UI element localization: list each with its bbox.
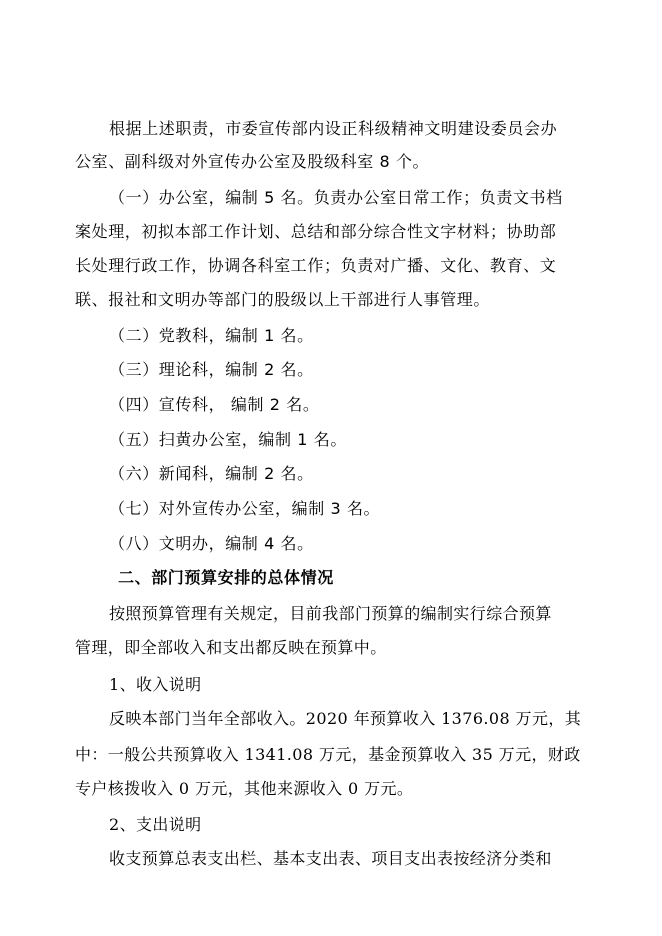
income-paragraph-line-1: 反映本部门当年全部收入。2020 年预算收入 1376.08 万元，其: [109, 709, 582, 728]
office-item-line-3: 长处理行政工作，协调各科室工作；负责对广播、文化、教育、文: [75, 256, 557, 275]
office-item-line-2: 案处理，初拟本部工作计划、总结和部分综合性文字材料；协助部: [75, 222, 557, 241]
paragraph-intro-line-1: 根据上述职责，市委宣传部内设正科级精神文明建设委员会办: [109, 119, 558, 138]
list-item-external-publicity-office: （七）对外宣传办公室，编制 3 名。: [109, 499, 381, 518]
office-item-line-1: （一）办公室，编制 5 名。负责办公室日常工作；负责文书档: [109, 188, 563, 207]
list-item-news: （六）新闻科，编制 2 名。: [109, 464, 314, 483]
paragraph-intro-line-2: 公室、副科级对外宣传办公室及股级科室 8 个。: [75, 152, 430, 171]
income-paragraph-line-2: 中：一般公共预算收入 1341.08 万元，基金预算收入 35 万元，财政: [75, 745, 581, 764]
list-item-theory: （三）理论科，编制 2 名。: [109, 360, 314, 379]
section-heading-budget-overview: 二、部门预算安排的总体情况: [118, 568, 334, 587]
budget-paragraph-line-2: 管理，即全部收入和支出都反映在预算中。: [75, 638, 387, 657]
list-item-anti-pornography-office: （五）扫黄办公室，编制 1 名。: [109, 430, 347, 449]
income-paragraph-line-3: 专户核拨收入 0 万元，其他来源收入 0 万元。: [75, 779, 414, 798]
list-item-civilization-office: （八）文明办，编制 4 名。: [109, 534, 314, 553]
expenditure-paragraph-line-1: 收支预算总表支出栏、基本支出表、项目支出表按经济分类和: [109, 849, 552, 868]
budget-paragraph-line-1: 按照预算管理有关规定，目前我部门预算的编制实行综合预算: [109, 604, 552, 623]
list-item-publicity: （四）宣传科， 编制 2 名。: [109, 395, 320, 414]
office-item-line-4: 联、报社和文明办等部门的股级以上干部进行人事管理。: [75, 290, 491, 309]
list-item-party-education: （二）党教科，编制 1 名。: [109, 326, 314, 345]
subheading-income: 1、收入说明: [109, 675, 202, 694]
subheading-expenditure: 2、支出说明: [109, 815, 202, 834]
